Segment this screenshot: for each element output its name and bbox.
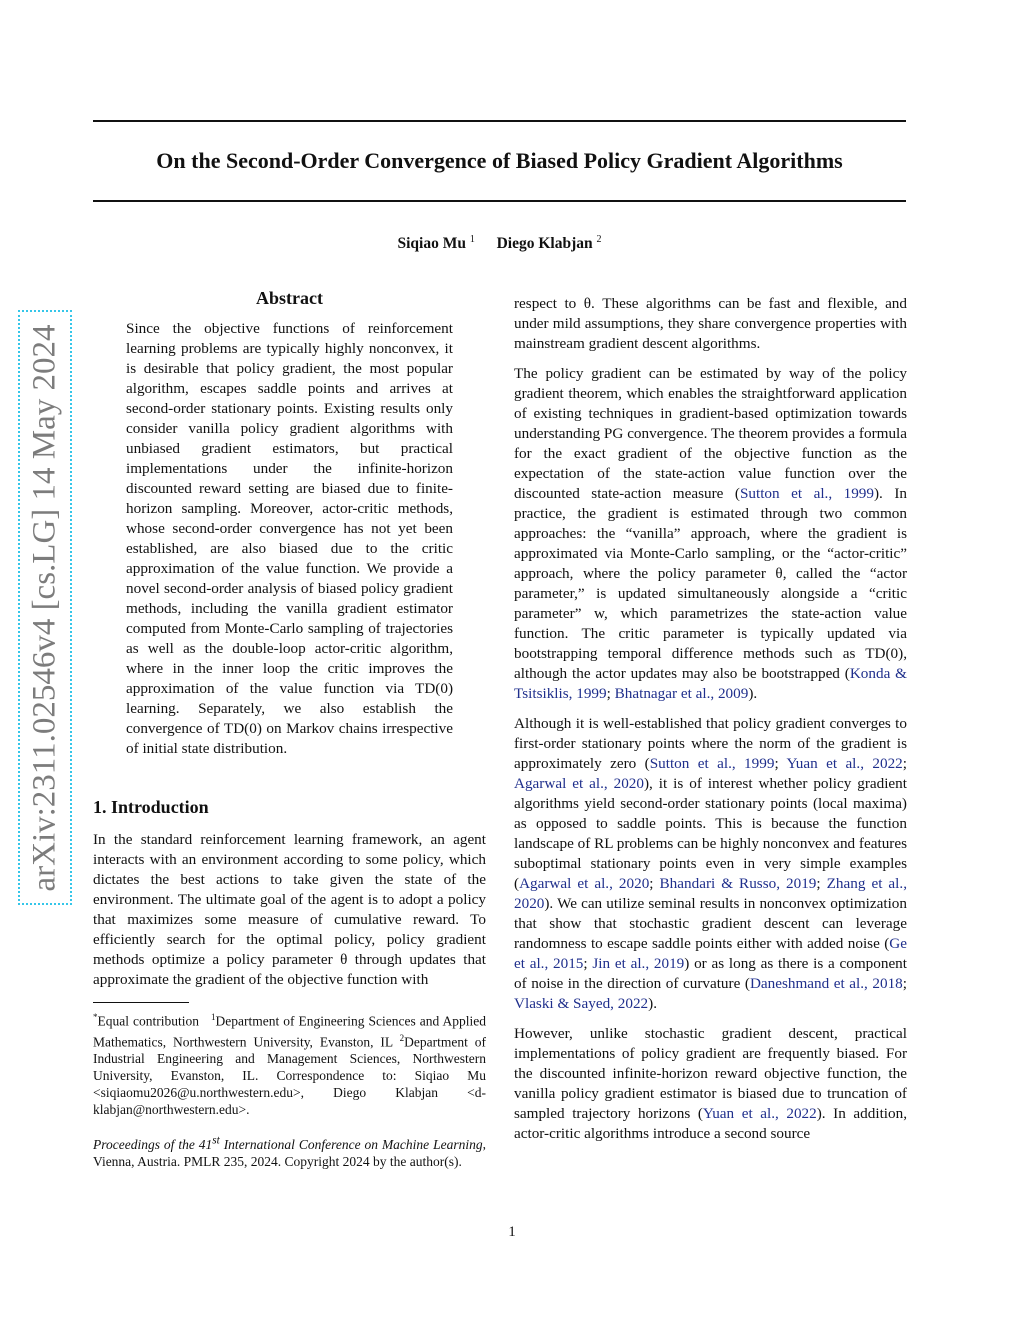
body-paragraph: The policy gradient can be estimated by way of the policy gradient theorem, which enables the straightforward application of existing techniques in gradient-based optimization towards understanding PG convergence. The theorem provides a formula for the exact gradient of the objective function as the expectation of the state-action value function over the discounted state-action measure (Sutton et al., 1999). In practice, the gradient is estimated through two common approaches: the “vanilla” approach, where the gradient is approximated via Monte-Carlo sampling, or the “actor-critic” approach, where the policy parameter θ, called the “actor parameter,” is updated simultaneously alongside a “critic parameter” w, which parametrizes the state-action value function. The critic parameter is typically updated via bootstrapping temporal difference methods such as TD(0), although the actor updates may also be bootstrapped (Konda & Tsitsiklis, 1999; Bhatnagar et al., 2009). xyxy=(514,365,908,702)
body-paragraph: respect to θ. These algorithms can be fast and flexible, and under mild assumptions, they share convergence properties with mainstream gradient descent algorithms. xyxy=(514,295,907,352)
abstract-heading: Abstract xyxy=(256,288,323,308)
author-name: Diego Klabjan xyxy=(496,235,593,253)
citation-link[interactable]: Yuan et al., 2022 xyxy=(702,1105,817,1122)
author-name: Siqiao Mu xyxy=(397,235,466,253)
paper-title: On the Second-Order Convergence of Biased Policy Gradient Algorithms xyxy=(156,148,843,173)
citation-link[interactable]: Daneshmand et al., 2018 xyxy=(749,975,903,992)
section-heading-introduction: 1. Introduction xyxy=(93,797,209,817)
intro-paragraph: In the standard reinforcement learning framework, an agent interacts with an environment according to some policy, which dictates the best actions to take given the state of the environment. The ultimate goal of the agent is to adopt a policy that maximizes some measure of cumulative reward. To efficiently search for the optimal policy, policy gradient methods optimize a policy parameter θ through updates that approximate the gradient of the objective function with xyxy=(93,831,486,988)
affiliation-footnote: *Equal contribution $^1$Department of Engineering Sciences and Applied Mathematics, Northwestern University, Evanston, IL $^2$Department of Industrial Engineering and Management Sciences, Northwestern University, Evanston, IL. Correspondence to: Siqiao Mu <siqiaomu2026@u.northwestern.edu>, Diego Klabjan <d-klabjan@northwestern.edu>. xyxy=(93,1012,487,1117)
citation-link[interactable]: Sutton et al., 1999 xyxy=(739,485,874,502)
citation-link[interactable]: Konda & Tsitsiklis, 1999 xyxy=(514,665,907,702)
citation-link[interactable]: Jin et al., 2019 xyxy=(592,955,685,972)
footnote-divider xyxy=(93,1002,189,1003)
abstract-text: Since the objective functions of reinforcement learning problems are typically highly nonconvex, it is desirable that policy gradient, the most popular algorithm, escapes saddle points and arrives at second-order stationary points. Existing results only consider vanilla policy gradient algorithms with unbiased gradient estimators, but practical implementations under the infinite-horizon discounted reward setting are biased due to finite-horizon sampling. Moreover, actor-critic methods, whose second-order convergence has not yet been established, are also biased due to the critic approximation of the value function. We provide a novel second-order analysis of biased policy gradient methods, including the vanilla gradient estimator computed from Monte-Carlo sampling of trajectories as well as the double-loop actor-critic algorithm, where in the inner loop the critic improves the approximation of the value function via TD(0) learning. Separately, we also establish the convergence of TD(0) on Markov chains irrespective of initial state distribution. xyxy=(126,320,453,757)
title-rule-bottom xyxy=(93,200,906,202)
body-paragraph: Although it is well-established that policy gradient converges to first-order stationary points where the norm of the gradient is approximately zero (Sutton et al., 1999; Yuan et al., 2022; Agarwal et al., 2020), it is of interest whether policy gradient algorithms yield second-order stationary points (local maxima) as opposed to saddle points. This is because the function landscape of RL problems can be highly nonconvex and features suboptimal stationary points even in very simple examples (Agarwal et al., 2020; Bhandari & Russo, 2019; Zhang et al., 2020). We can utilize seminal results in nonconvex optimization that show that stochastic gradient descent can leverage randomness to escape saddle points either with added noise (Ge et al., 2015; Jin et al., 2019) or as long as there is a component of noise in the direction of curvature (Daneshmand et al., 2018; Vlaski & Sayed, 2022). xyxy=(514,715,907,1012)
left-column xyxy=(93,288,486,1170)
citation-link[interactable]: Bhandari & Russo, 2019 xyxy=(659,875,817,892)
citation-link[interactable]: Zhang et al., 2020 xyxy=(514,875,907,912)
citation-link[interactable]: Sutton et al., 1999 xyxy=(649,755,775,772)
body-paragraph: However, unlike stochastic gradient descent, practical implementations of policy gradient are frequently biased. For the discounted infinite-horizon reward objective function, the vanilla policy gradient estimator is biased due to truncation of sampled trajectory horizons (Yuan et al., 2022). In addition, actor-critic algorithms introduce a second source xyxy=(514,1025,907,1142)
citation-link[interactable]: Agarwal et al., 2020 xyxy=(514,775,644,792)
citation-link[interactable]: Yuan et al., 2022 xyxy=(786,755,903,772)
right-column xyxy=(514,294,907,1154)
affiliation-mark: 2 xyxy=(596,234,602,245)
citation-link[interactable]: Bhatnagar et al., 2009 xyxy=(614,685,749,702)
arxiv-stamp[interactable] xyxy=(18,310,72,905)
citation-link[interactable]: Vlaski & Sayed, 2022 xyxy=(514,995,649,1012)
citation-link[interactable]: Agarwal et al., 2020 xyxy=(519,875,650,892)
proceedings-note: Proceedings of the 41st International Conference on Machine Learning, Vienna, Austria. PMLR 235, 2024. Copyright 2024 by the author(s). xyxy=(93,1134,486,1169)
citation-link[interactable]: Ge et al., 2015 xyxy=(514,935,907,972)
title-rule-top xyxy=(93,120,906,122)
page-number: 1 xyxy=(508,1224,516,1240)
affiliation-mark: 1 xyxy=(469,234,475,245)
arxiv-id[interactable]: arXiv:2311.02546v4 [cs.LG] 14 May 2024 xyxy=(26,323,63,892)
author-list xyxy=(93,234,906,253)
